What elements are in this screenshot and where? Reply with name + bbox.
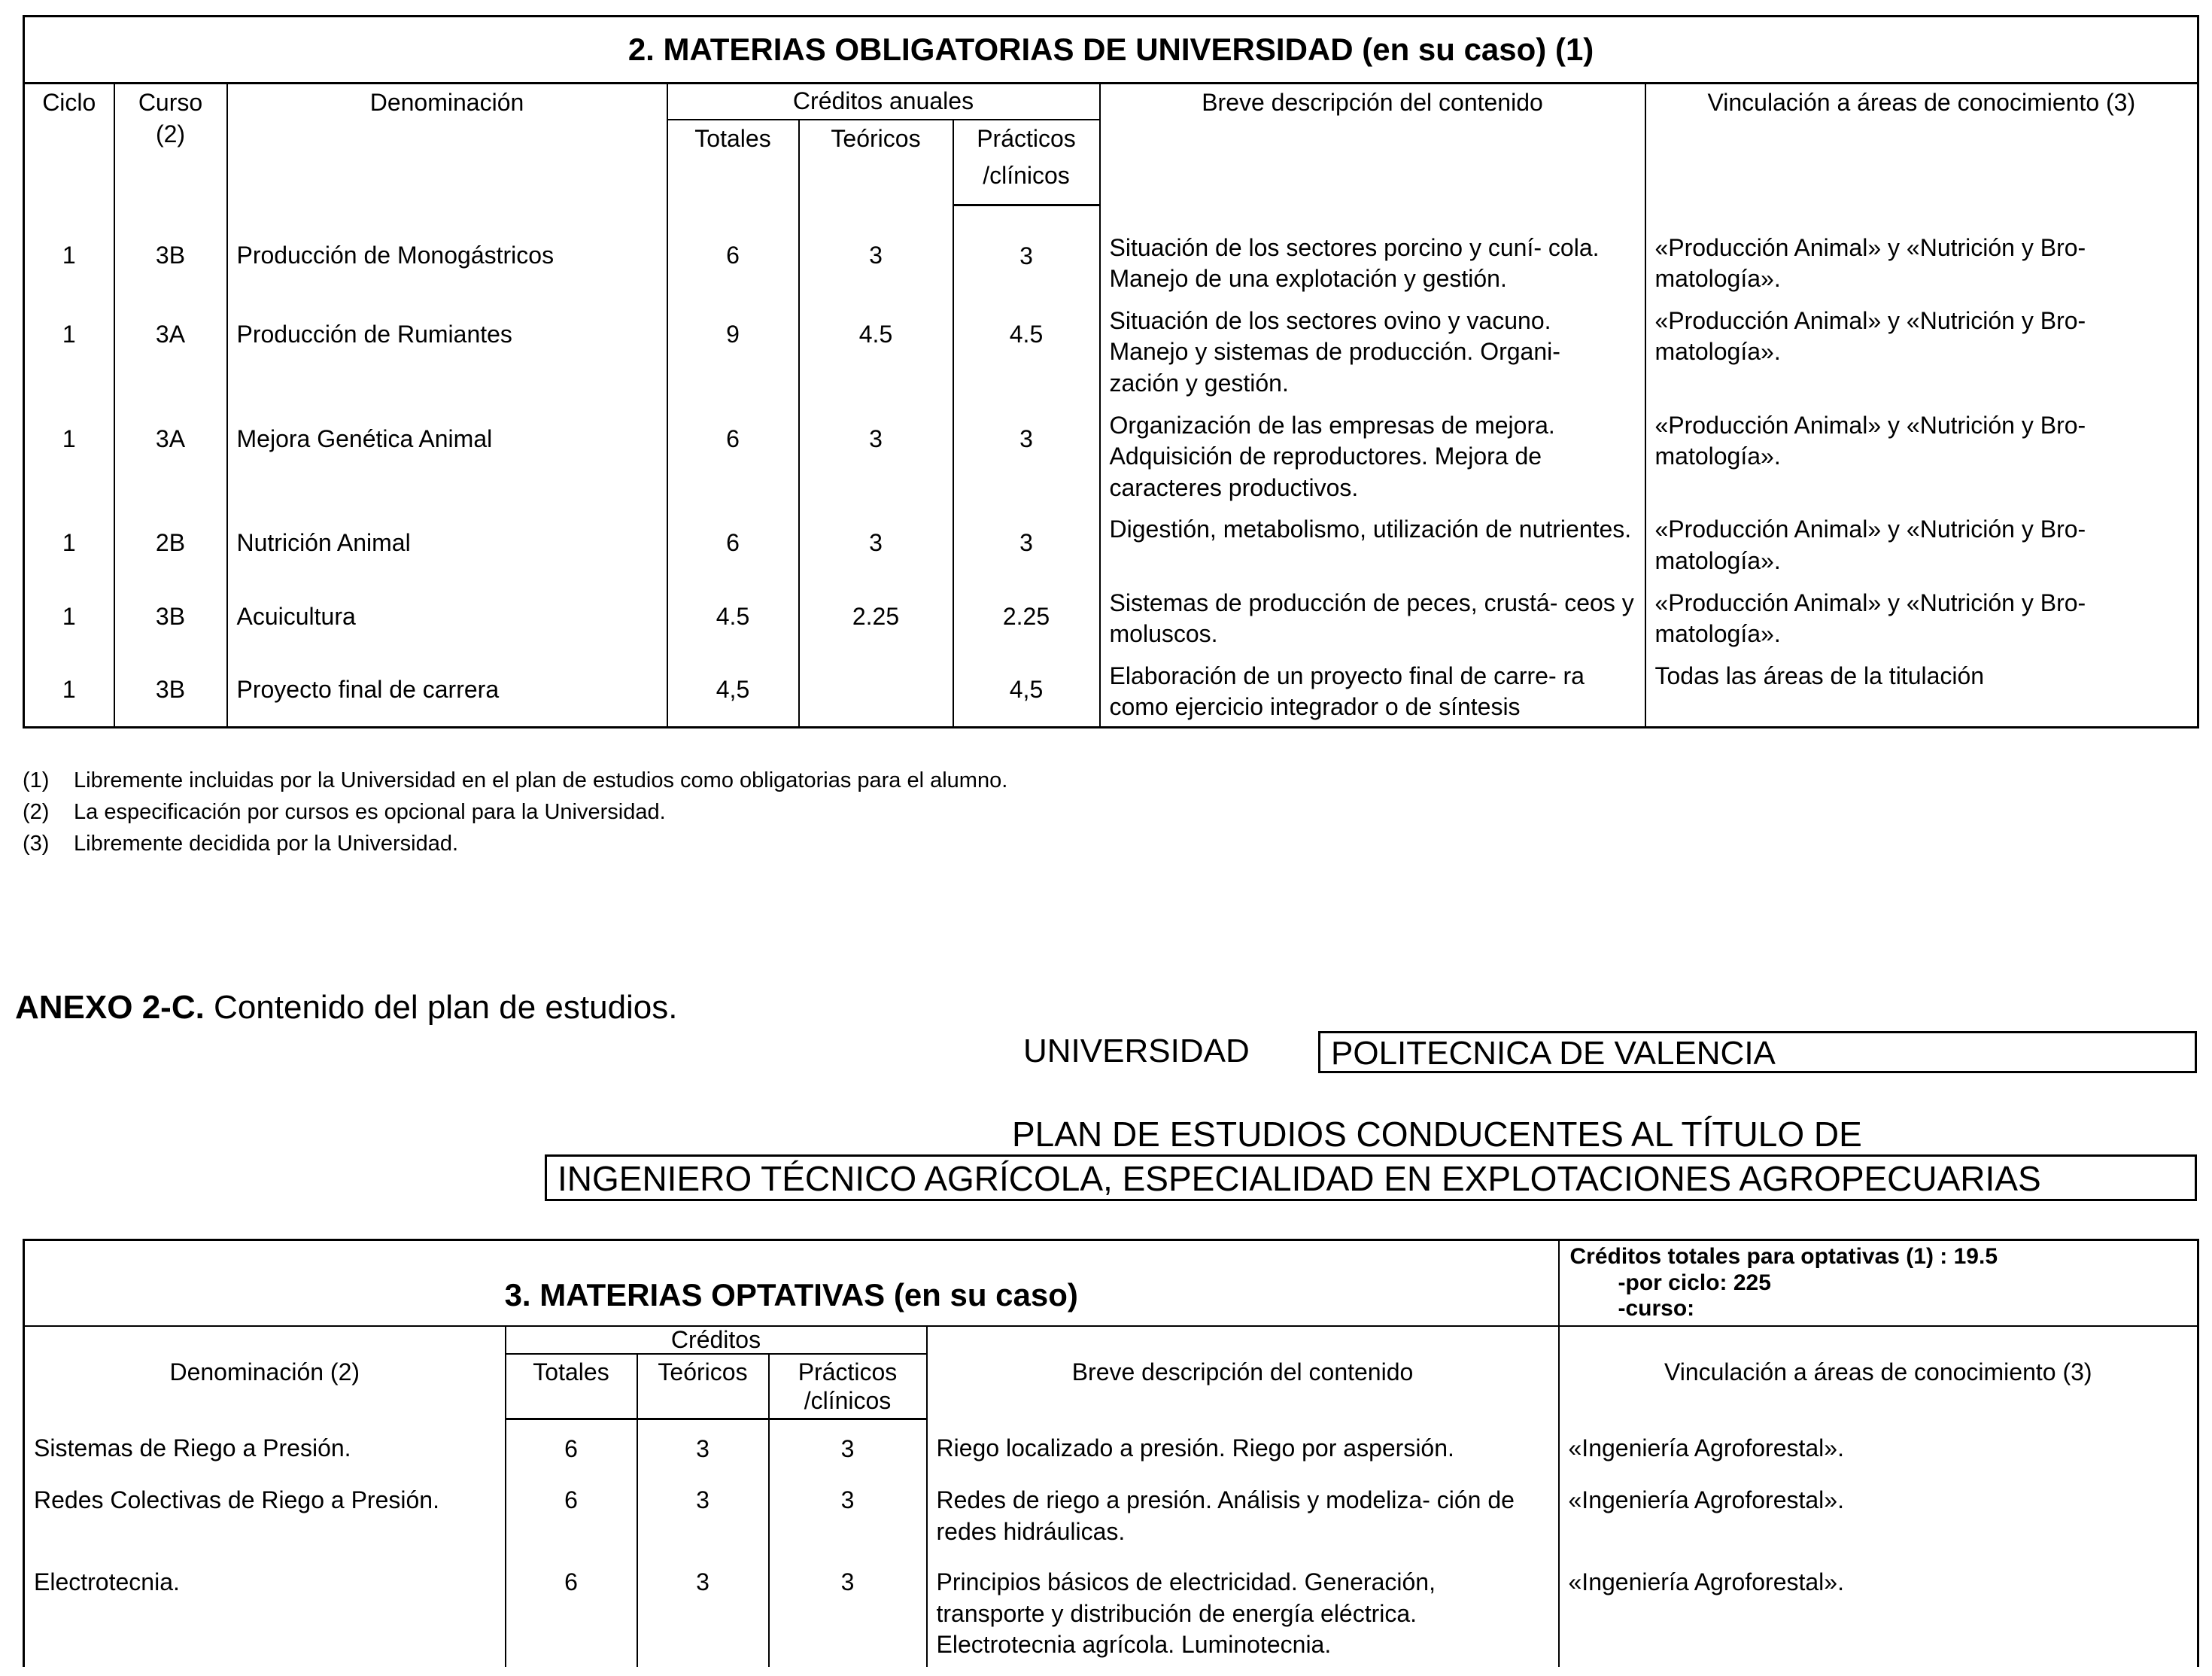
footnotes	[23, 765, 1007, 859]
cell-ciclo: 1	[24, 658, 114, 728]
creditos-info: Créditos totales para optativas (1) : 19.5 -por ciclo: 225 -curso:	[1559, 1240, 2198, 1326]
cell-teoricos: 3	[637, 1471, 769, 1553]
cell-denominacion: Redes Colectivas de Riego a Presión.	[24, 1471, 506, 1553]
cell-ciclo: 1	[24, 303, 114, 407]
cell-vinculacion: «Ingeniería Agroforestal».	[1559, 1419, 2198, 1471]
table-row	[24, 205, 2198, 303]
cell-teoricos: 2.25	[799, 585, 953, 658]
anexo-heading: ANEXO 2-C. Contenido del plan de estudios.	[15, 989, 678, 1026]
cell-vinculacion: «Ingeniería Agroforestal».	[1559, 1471, 2198, 1553]
cell-denominacion: Acuicultura	[227, 585, 667, 658]
cell-descripcion: Situación de los sectores ovino y vacuno. Manejo y sistemas de producción. Organi- zación y gestión.	[1100, 303, 1645, 407]
footnote: (3) Libremente decidida por la Universidad.	[23, 832, 459, 856]
cell-denominacion: Sistemas de Riego a Presión.	[24, 1419, 506, 1471]
cell-practicos: 3	[769, 1553, 927, 1667]
header-descripcion: Breve descripción del contenido	[1100, 84, 1645, 205]
cell-descripcion: Situación de los sectores porcino y cuní- cola. Manejo de una explotación y gestión.	[1100, 205, 1645, 303]
cell-curso: 3A	[114, 407, 227, 512]
table-row	[24, 407, 2198, 512]
cell-vinculacion: Todas las áreas de la titulación	[1645, 658, 2198, 728]
header-curso: Curso (2)	[114, 84, 227, 205]
universidad-label: UNIVERSIDAD	[1023, 1033, 1250, 1069]
header-vinculacion: Vinculación a áreas de conocimiento (3)	[1645, 84, 2198, 205]
table-row	[24, 303, 2198, 407]
cell-practicos: 4,5	[953, 658, 1100, 728]
cell-descripcion: Elaboración de un proyecto final de carre- ra como ejercicio integrador o de síntesis	[1100, 658, 1645, 728]
cell-totales: 4,5	[667, 658, 799, 728]
cell-totales: 9	[667, 303, 799, 407]
cell-denominacion: Producción de Rumiantes	[227, 303, 667, 407]
plan-label: PLAN DE ESTUDIOS CONDUCENTES AL TÍTULO DE	[1012, 1115, 1862, 1154]
header-creditos: Créditos	[506, 1326, 927, 1354]
optativas-table	[23, 1239, 2199, 1667]
cell-practicos: 3	[769, 1471, 927, 1553]
cell-curso: 2B	[114, 511, 227, 584]
cell-teoricos: 3	[799, 511, 953, 584]
cell-descripcion: Digestión, metabolismo, utilización de nutrientes.	[1100, 511, 1645, 584]
header-practicos: Prácticos /clínicos	[769, 1354, 927, 1419]
table-row	[24, 511, 2198, 584]
cell-denominacion: Nutrición Animal	[227, 511, 667, 584]
header-practicos: Prácticos	[953, 120, 1100, 158]
cell-practicos: 3	[953, 407, 1100, 512]
header-teoricos: Teóricos	[799, 120, 953, 205]
cell-practicos: 4.5	[953, 303, 1100, 407]
header-practicos-clinicos: /clínicos	[953, 157, 1100, 205]
cell-practicos: 3	[953, 205, 1100, 303]
table-title: 3. MATERIAS OPTATIVAS (en su caso)	[24, 1240, 1559, 1326]
footnote: (1) Libremente incluidas por la Universidad en el plan de estudios como obligatorias para el alumno.	[23, 768, 1008, 792]
cell-descripcion: Riego localizado a presión. Riego por aspersión.	[927, 1419, 1559, 1471]
cell-vinculacion: «Producción Animal» y «Nutrición y Bro- matología».	[1645, 205, 2198, 303]
table-title: 2. MATERIAS OBLIGATORIAS DE UNIVERSIDAD (en su caso) (1)	[24, 17, 2198, 84]
cell-totales: 4.5	[667, 585, 799, 658]
table-row	[24, 1553, 2198, 1667]
cell-descripcion: Principios básicos de electricidad. Generación, transporte y distribución de energía eléctrica. Electrotecnia agrícola. Luminotecnia.	[927, 1553, 1559, 1667]
cell-totales: 6	[506, 1471, 637, 1553]
header-creditos-anuales: Créditos anuales	[667, 84, 1100, 120]
cell-totales: 6	[667, 407, 799, 512]
cell-ciclo: 1	[24, 205, 114, 303]
cell-descripcion: Redes de riego a presión. Análisis y modeliza- ción de redes hidráulicas.	[927, 1471, 1559, 1553]
header-denominacion: Denominación	[227, 84, 667, 205]
cell-totales: 6	[667, 511, 799, 584]
universidad-value: POLITECNICA DE VALENCIA	[1318, 1031, 2197, 1073]
cell-descripcion: Sistemas de producción de peces, crustá- ceos y moluscos.	[1100, 585, 1645, 658]
cell-practicos: 3	[953, 511, 1100, 584]
cell-teoricos: 3	[799, 205, 953, 303]
header-descripcion: Breve descripción del contenido	[927, 1326, 1559, 1419]
cell-curso: 3A	[114, 303, 227, 407]
cell-denominacion: Electrotecnia.	[24, 1553, 506, 1667]
header-ciclo: Ciclo	[24, 84, 114, 205]
cell-denominacion: Mejora Genética Animal	[227, 407, 667, 512]
cell-vinculacion: «Ingeniería Agroforestal».	[1559, 1553, 2198, 1667]
header-teoricos: Teóricos	[637, 1354, 769, 1419]
cell-vinculacion: «Producción Animal» y «Nutrición y Bro- matología».	[1645, 511, 2198, 584]
cell-vinculacion: «Producción Animal» y «Nutrición y Bro- matología».	[1645, 585, 2198, 658]
table-row	[24, 1419, 2198, 1471]
cell-curso: 3B	[114, 205, 227, 303]
cell-teoricos: 3	[637, 1553, 769, 1667]
titulo-value: INGENIERO TÉCNICO AGRÍCOLA, ESPECIALIDAD EN EXPLOTACIONES AGROPECUARIAS	[545, 1154, 2197, 1201]
cell-denominacion: Producción de Monogástricos	[227, 205, 667, 303]
cell-vinculacion: «Producción Animal» y «Nutrición y Bro- matología».	[1645, 303, 2198, 407]
cell-totales: 6	[506, 1553, 637, 1667]
cell-practicos: 2.25	[953, 585, 1100, 658]
cell-teoricos: 3	[799, 407, 953, 512]
cell-curso: 3B	[114, 585, 227, 658]
cell-ciclo: 1	[24, 407, 114, 512]
header-vinculacion: Vinculación a áreas de conocimiento (3)	[1559, 1326, 2198, 1419]
cell-curso: 3B	[114, 658, 227, 728]
cell-descripcion: Organización de las empresas de mejora. Adquisición de reproductores. Mejora de caracteres productivos.	[1100, 407, 1645, 512]
obligatorias-table	[23, 15, 2199, 728]
header-denominacion: Denominación (2)	[24, 1326, 506, 1419]
header-totales: Totales	[667, 120, 799, 205]
cell-ciclo: 1	[24, 511, 114, 584]
cell-ciclo: 1	[24, 585, 114, 658]
table-row	[24, 1471, 2198, 1553]
table-row	[24, 658, 2198, 728]
table-row	[24, 585, 2198, 658]
footnote: (2) La especificación por cursos es opcional para la Universidad.	[23, 800, 666, 824]
cell-totales: 6	[506, 1419, 637, 1471]
cell-totales: 6	[667, 205, 799, 303]
cell-vinculacion: «Producción Animal» y «Nutrición y Bro- matología».	[1645, 407, 2198, 512]
cell-teoricos: 3	[637, 1419, 769, 1471]
cell-teoricos	[799, 658, 953, 728]
header-totales: Totales	[506, 1354, 637, 1419]
cell-denominacion: Proyecto final de carrera	[227, 658, 667, 728]
cell-practicos: 3	[769, 1419, 927, 1471]
cell-teoricos: 4.5	[799, 303, 953, 407]
